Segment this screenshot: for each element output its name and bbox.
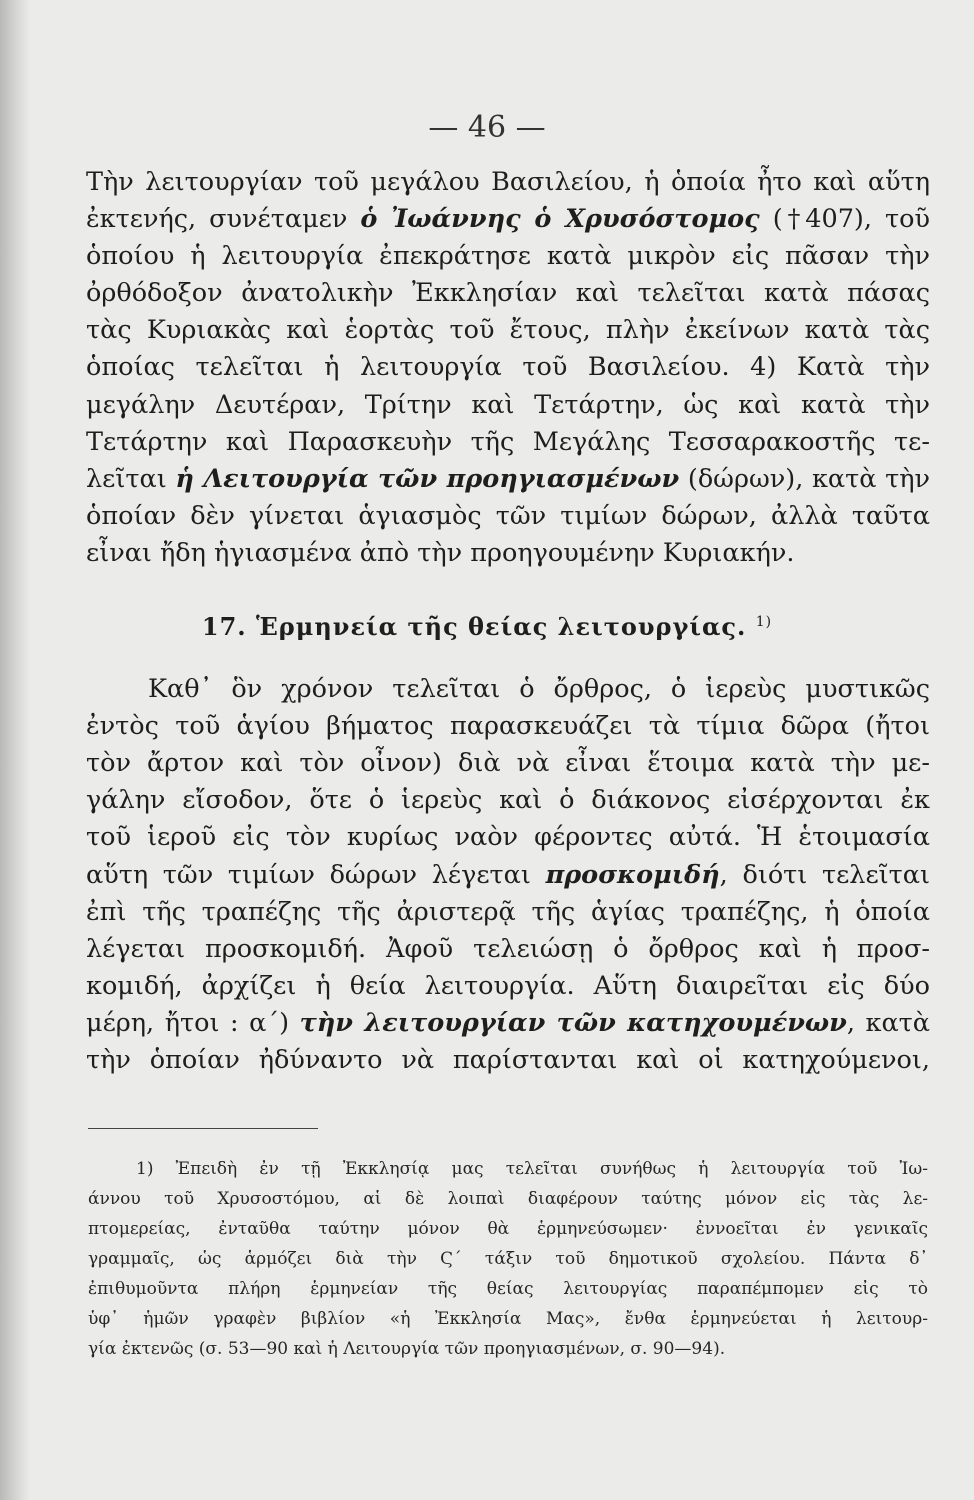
footnote-ref: 1) — [755, 614, 773, 630]
para1-line-11: εἶναι ἤδη ἡγιασμένα ἀπὸ τὴν προηγουμένην Κυριακήν. — [86, 538, 795, 568]
section-heading-text: 17. Ἑρμηνεία τῆς θείας λειτουργίας. — [201, 612, 747, 641]
para2-line-10c: , κατὰ — [846, 1008, 930, 1038]
para2-line-6c: , διότι τελεῖται — [719, 860, 930, 890]
name-ioannis-chrysostomos: ὁ Ἰωάννης ὁ Χρυσόστομος — [360, 204, 760, 234]
para1-line-9a: λεῖται — [86, 464, 176, 494]
para2-line-2: ἐντὸς τοῦ ἁγίου βήματος παρασκευάζει τὰ τίμια δῶρα (ἤτοι — [86, 711, 930, 741]
footnote-line-1: 1) Ἐπειδὴ ἐν τῇ Ἐκκλησίᾳ μας τελεῖται συνήθως ἡ λειτουργία τοῦ Ἰω- — [136, 1159, 928, 1179]
footnote-line-2: άννου τοῦ Χρυσοστόμου, αἱ δὲ λοιπαὶ διαφέρουν ταύτης μόνον εἰς τὰς λε- — [88, 1189, 928, 1209]
term-katichoumenon: τὴν λειτουργίαν τῶν κατηχουμένων — [299, 1008, 847, 1038]
para1-line-9c: (δώρων), κατὰ τὴν — [679, 464, 930, 494]
footnote-line-3: πτομερείας, ἐνταῦθα ταύτην μόνον θὰ ἑρμηνεύσωμεν· ἐννοεῖται ἐν γενικαῖς — [88, 1219, 928, 1239]
para2-line-11: τὴν ὁποίαν ἠδύναντο νὰ παρίστανται καὶ οἱ κατηχούμενοι, — [86, 1045, 930, 1075]
para1-line-2c: (†407), τοῦ — [759, 204, 930, 234]
term-proskomidi: προσκομιδή — [545, 860, 720, 890]
para2-line-1: Καθ᾽ ὃν χρόνον τελεῖται ὁ ὄρθρος, ὁ ἱερεὺς μυστικῶς — [148, 674, 930, 704]
page-number: — 46 — — [428, 110, 546, 145]
footnote-line-7: γία ἐκτενῶς (σ. 53—90 καὶ ἡ Λειτουργία τῶν προηγιασμένων, σ. 90—94). — [88, 1339, 726, 1359]
para2-line-10a: μέρη, ἤτοι : α΄) — [86, 1008, 300, 1038]
para2-line-6a: αὕτη τῶν τιμίων δώρων λέγεται — [86, 860, 546, 890]
page-binding-shadow — [0, 0, 30, 1500]
footnote-line-4: γραμμαῖς, ὡς ἁρμόζει διὰ τὴν Ϛ΄ τάξιν τοῦ δημοτικοῦ σχολείου. Πάντα δ᾽ — [88, 1249, 928, 1269]
para2-line-10 — [86, 1006, 930, 1040]
para1-line-6: ὁποίας τελεῖται ἡ λειτουργία τοῦ Βασιλείου. 4) Κατὰ τὴν — [86, 352, 930, 382]
para1-line-1: Τὴν λειτουργίαν τοῦ μεγάλου Βασιλείου, ἡ ὁποία ἦτο καὶ αὕτη — [86, 167, 930, 197]
para1-line-9 — [86, 462, 930, 496]
para1-line-5: τὰς Κυριακὰς καὶ ἑορτὰς τοῦ ἔτους, πλὴν ἐκείνων κατὰ τὰς — [86, 315, 930, 345]
para2-line-8: λέγεται προσκομιδή. Ἀφοῦ τελειώσῃ ὁ ὄρθρος καὶ ἡ προσ- — [86, 934, 930, 964]
para1-line-3: ὁποίου ἡ λειτουργία ἐπεκράτησε κατὰ μικρὸν εἰς πᾶσαν τὴν — [86, 241, 930, 271]
para2-line-9: κομιδή, ἀρχίζει ἡ θεία λειτουργία. Αὕτη διαιρεῖται εἰς δύο — [86, 971, 930, 1001]
para2-line-3: τὸν ἄρτον καὶ τὸν οἶνον) διὰ νὰ εἶναι ἕτοιμα κατὰ τὴν με- — [86, 748, 930, 778]
para2-line-4: γάλην εἴσοδον, ὅτε ὁ ἱερεὺς καὶ ὁ διάκονος εἰσέρχονται ἐκ — [86, 785, 930, 815]
para1-line-10: ὁποίαν δὲν γίνεται ἁγιασμὸς τῶν τιμίων δώρων, ἀλλὰ ταῦτα — [86, 501, 930, 531]
section-heading — [0, 612, 974, 641]
para1-line-8: Τετάρτην καὶ Παρασκευὴν τῆς Μεγάλης Τεσσαρακοστῆς τε- — [86, 427, 930, 457]
para2-line-7: ἐπὶ τῆς τραπέζης τῆς ἀριστερᾷ τῆς ἁγίας τραπέζης, ἡ ὁποία — [86, 897, 930, 927]
para1-line-2 — [86, 202, 930, 236]
para2-line-6 — [86, 858, 930, 892]
para1-line-7: μεγάλην Δευτέραν, Τρίτην καὶ Τετάρτην, ὡς καὶ κατὰ τὴν — [86, 390, 930, 420]
para1-line-2a: ἐκτενής, συνέταμεν — [86, 204, 361, 234]
term-proigiasmenon: ἡ Λειτουργία τῶν προηγιασμένων — [175, 464, 680, 494]
footnote-line-5: ἐπιθυμοῦντα πλήρη ἑρμηνείαν τῆς θείας λειτουργίας παραπέμπομεν εἰς τὸ — [88, 1279, 928, 1299]
para2-line-5: τοῦ ἱεροῦ εἰς τὸν κυρίως ναὸν φέροντες αὐτά. Ἡ ἑτοιμασία — [86, 822, 930, 852]
footnote-rule — [88, 1128, 318, 1129]
footnote-line-6: ὑφ᾽ ἡμῶν γραφὲν βιβλίον «ἡ Ἐκκλησία Μας», ἔνθα ἑρμηνεύεται ἡ λειτουρ- — [88, 1309, 928, 1329]
para1-line-4: ὀρθόδοξον ἀνατολικὴν Ἐκκλησίαν καὶ τελεῖται κατὰ πάσας — [86, 278, 930, 308]
